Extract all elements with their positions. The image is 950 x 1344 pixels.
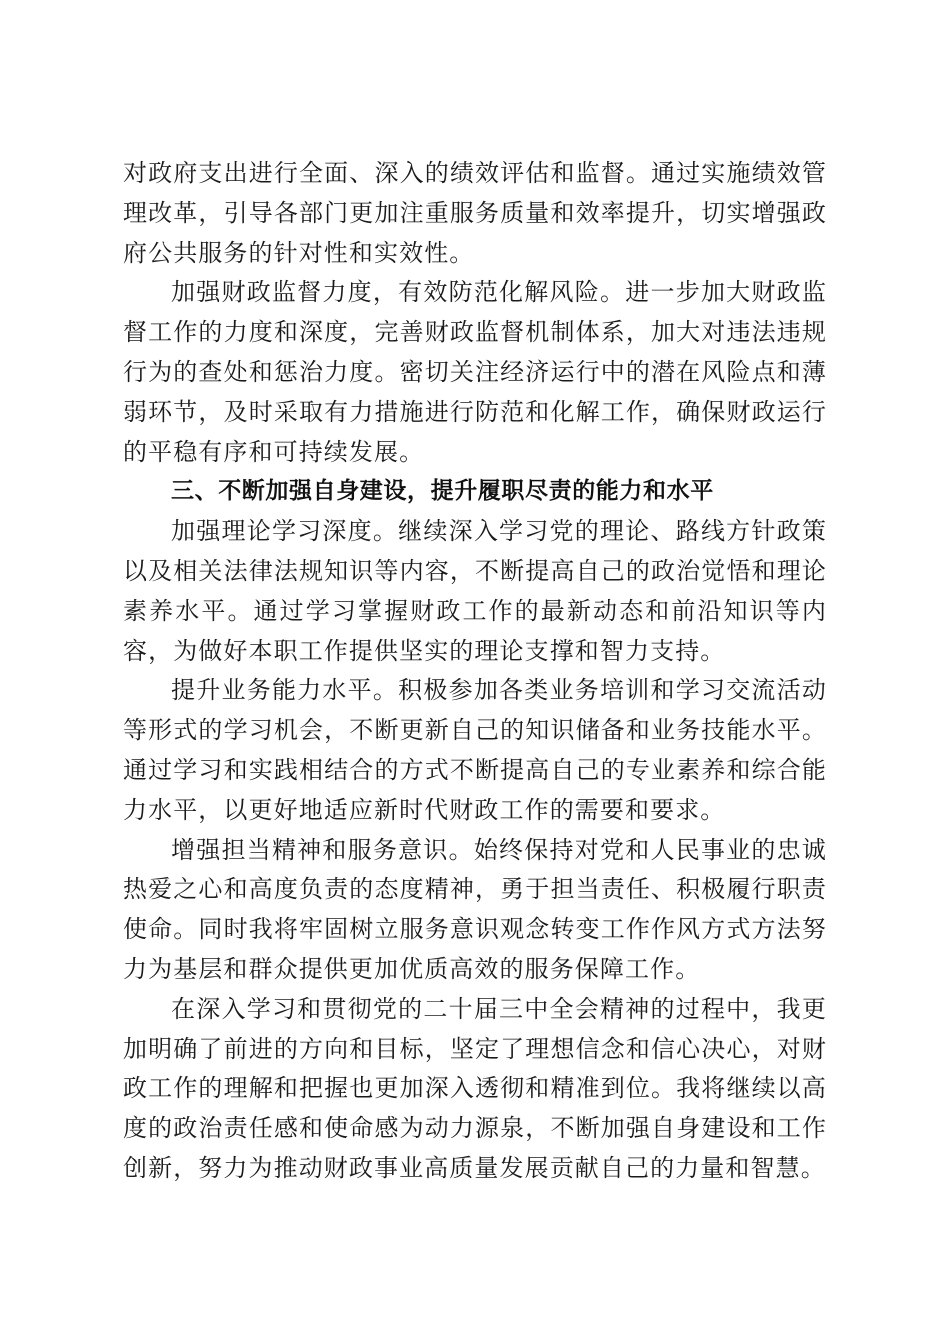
paragraph-conclusion: 在深入学习和贯彻党的二十届三中全会精神的过程中，我更加明确了前进的方向和目标，坚定了理想信念和信心决心，对财政工作的理解和把握也更加深入透彻和精准到位。我将继续以高度的政治责任感和使命感为动力源泉，不断加强自身建设和工作创新，努力为推动财政事业高质量发展贡献自己的力量和智慧。 [123, 994, 827, 1182]
document-page [123, 154, 827, 1189]
paragraph-performance-evaluation: 对政府支出进行全面、深入的绩效评估和监督。通过实施绩效管理改革，引导各部门更加注重服务质量和效率提升，切实增强政府公共服务的针对性和实效性。 [123, 159, 827, 267]
paragraph-business-ability: 提升业务能力水平。积极参加各类业务培训和学习交流活动等形式的学习机会，不断更新自己的知识储备和业务技能水平。通过学习和实践相结合的方式不断提高自己的专业素养和综合能力水平，以更好地适应新时代财政工作的需要和要求。 [123, 676, 827, 824]
paragraph-theory-study: 加强理论学习深度。继续深入学习党的理论、路线方针政策以及相关法律法规知识等内容，不断提高自己的政治觉悟和理论素养水平。通过学习掌握财政工作的最新动态和前沿知识等内容，为做好本职工作提供坚实的理论支撑和智力支持。 [123, 517, 827, 665]
paragraph-responsibility-service: 增强担当精神和服务意识。始终保持对党和人民事业的忠诚热爱之心和高度负责的态度精神，勇于担当责任、积极履行职责使命。同时我将牢固树立服务意识观念转变工作作风方式方法努力为基层和群众提供更加优质高效的服务保障工作。 [123, 835, 827, 983]
paragraph-fiscal-supervision: 加强财政监督力度，有效防范化解风险。进一步加大财政监督工作的力度和深度，完善财政监督机制体系，加大对违法违规行为的查处和惩治力度。密切关注经济运行中的潜在风险点和薄弱环节，及时采取有力措施进行防范和化解工作，确保财政运行的平稳有序和可持续发展。 [123, 278, 827, 466]
section-heading-3: 三、不断加强自身建设，提升履职尽责的能力和水平 [171, 478, 714, 505]
